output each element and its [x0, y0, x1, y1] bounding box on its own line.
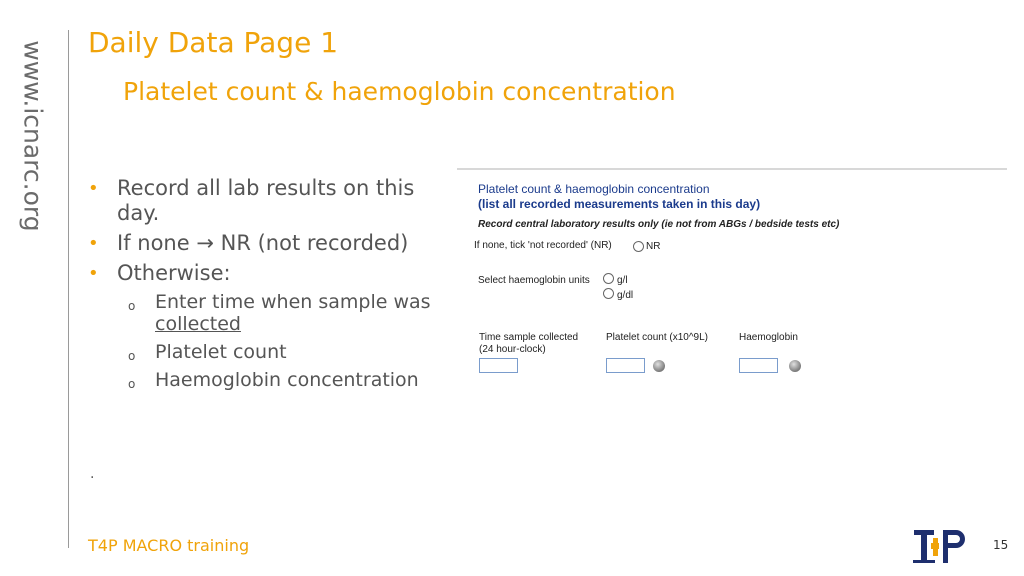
hb-input[interactable] [739, 358, 778, 373]
nr-radio[interactable] [633, 241, 644, 252]
arrow-right-icon: → [196, 231, 214, 255]
unit-gdl-radio[interactable] [603, 288, 614, 299]
units-label: Select haemoglobin units [478, 275, 590, 286]
sub-bullet-marker: o [128, 299, 136, 313]
unit-gl-label: g/l [617, 275, 628, 286]
form-subheading: (list all recorded measurements taken in this day) [478, 197, 761, 211]
form-top-border [457, 168, 1007, 170]
t4p-logo [912, 525, 968, 565]
page-subtitle: Platelet count & haemoglobin concentration [123, 77, 676, 106]
bullet-marker: • [88, 233, 99, 254]
form-heading: Platelet count & haemoglobin concentration [478, 182, 710, 196]
col-platelet-header: Platelet count (x10^9L) [606, 332, 708, 343]
time-input[interactable] [479, 358, 518, 373]
bullet-marker: • [88, 178, 99, 199]
nr-label: NR [646, 241, 661, 252]
page-number: 15 [993, 538, 1009, 552]
sub-bullet-platelet: o Platelet count [88, 341, 448, 363]
bullet-marker: • [88, 263, 99, 284]
bullet-otherwise: • Otherwise: [88, 261, 231, 285]
bullet-record-results: • Record all lab results on this day. [88, 176, 415, 225]
sub-bullet-haemoglobin: o Haemoglobin concentration [88, 369, 448, 391]
col-hb-header: Haemoglobin [739, 332, 798, 343]
form-note: Record central laboratory results only (ie not from ABGs / bedside tests etc) [478, 219, 840, 230]
footer-text: T4P MACRO training [88, 536, 250, 555]
stray-dot: . [90, 466, 95, 482]
platelet-input[interactable] [606, 358, 645, 373]
hb-status-icon[interactable] [789, 360, 801, 372]
bullet-if-none: • If none → NR (not recorded) [88, 231, 409, 255]
divider-line [68, 30, 69, 548]
sub-bullet-time: o Enter time when sample was collected [128, 291, 431, 335]
sub-bullet-marker: o [128, 349, 136, 363]
page-title: Daily Data Page 1 [88, 26, 339, 59]
sub-bullet-marker: o [128, 377, 136, 391]
unit-gl-radio[interactable] [603, 273, 614, 284]
unit-gdl-label: g/dl [617, 290, 634, 301]
website-url-vertical: www.icnarc.org [18, 39, 48, 232]
col-time-subheader: (24 hour-clock) [479, 344, 546, 355]
instruction-list [88, 176, 448, 397]
form-screenshot [457, 168, 1007, 393]
platelet-status-icon[interactable] [653, 360, 665, 372]
none-label: If none, tick 'not recorded' (NR) [474, 240, 612, 251]
col-time-header: Time sample collected [479, 332, 579, 343]
